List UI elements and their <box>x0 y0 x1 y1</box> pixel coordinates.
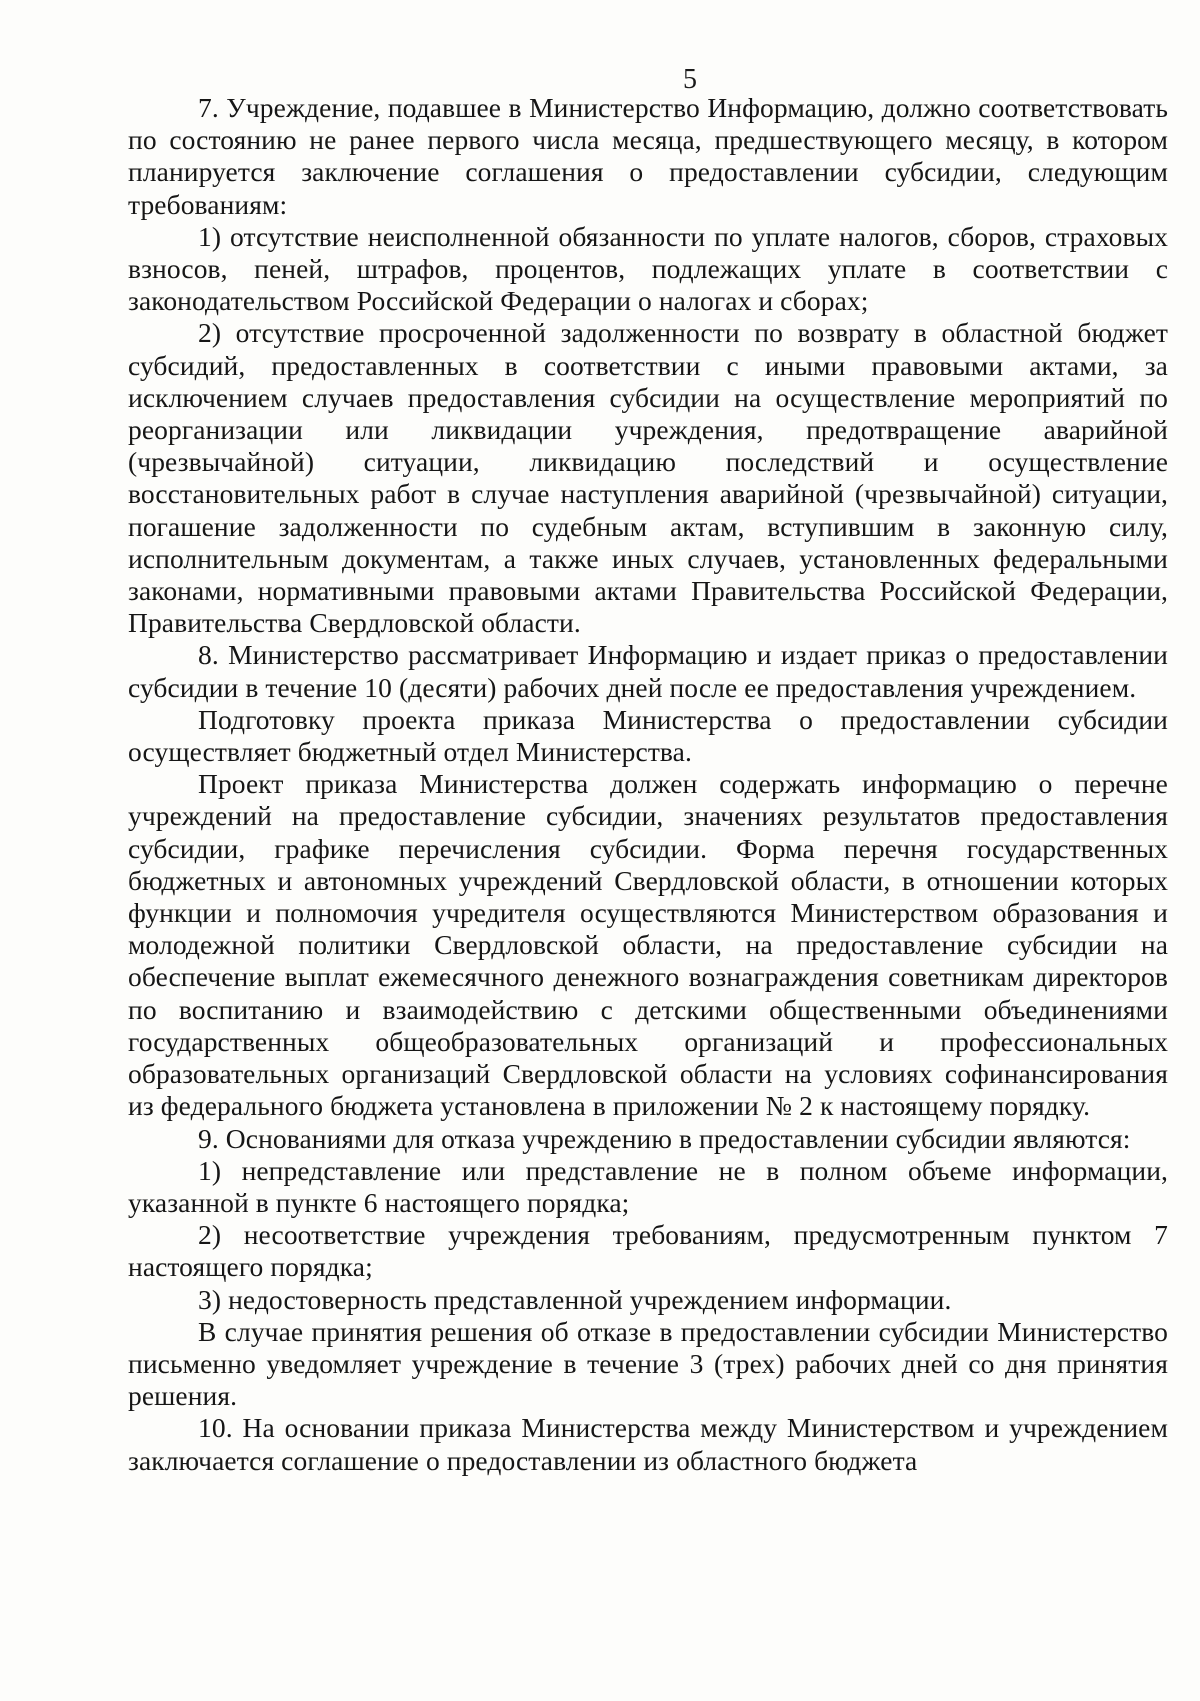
paragraph-item-9-1: 1) непредставление или представление не в полном объеме информации, указанной в пункте 6 настоящего порядка; <box>128 1154 1168 1218</box>
paragraph-item-9-3: 3) недостоверность представленной учреждением информации. <box>198 1283 952 1315</box>
paragraph-item-7: 7. Учреждение, подавшее в Министерство Информацию, должно соответствовать по состоянию не ранее первого числа месяца, предшествующего месяцу, в котором планируется заключение соглашения о предоставлении субсидии, следующим требованиям: <box>128 92 1168 220</box>
paragraph-draft-contents: Проект приказа Министерства должен содержать информацию о перечне учреждений на предоставление субсидии, значениях результатов предоставления субсидии, графике перечисления субсидии. Форма перечня государственных бюджетных и автономных учреждений Свердловской области, в отношении которых функции и полномочия учредителя осуществляются Министерством образования и молодежной политики Свердловской области, на предоставление субсидии на обеспечение выплат ежемесячного денежного вознаграждения советникам директоров по воспитанию и взаимодействию с детскими общественными объединениями государственных общеобразовательных организаций и профессиональных образовательных организаций Свердловской области на условиях софинансирования из федерального бюджета установлена в приложении № 2 к настоящему порядку. <box>128 768 1168 1122</box>
paragraph-item-8: 8. Министерство рассматривает Информацию и издает приказ о предоставлении субсидии в течение 10 (десяти) рабочих дней после ее предоставления учреждением. <box>128 639 1168 703</box>
paragraph-item-7-2: 2) отсутствие просроченной задолженности по возврату в областной бюджет субсидий, предоставленных в соответствии с иными правовыми актами, за исключением случаев предоставления субсидии на осуществление мероприятий по реорганизации или ликвидации учреждения, предотвращение аварийной (чрезвычайной) ситуации, ликвидацию последствий и осуществление восстановительных работ в случае наступления аварийной (чрезвычайной) ситуации, погашение задолженности по судебным актам, вступившим в законную силу, исполнительным документам, а также иных случаев, установленных федеральными законами, нормативными правовыми актами Правительства Российской Федерации, Правительства Свердловской области. <box>128 317 1168 639</box>
page-number: 5 <box>683 64 697 95</box>
paragraph-item-9: 9. Основаниями для отказа учреждению в предоставлении субсидии являются: <box>198 1122 1131 1154</box>
paragraph-item-10: 10. На основании приказа Министерства между Министерством и учреждением заключается соглашение о предоставлении из областного бюджета <box>128 1412 1168 1476</box>
document-body <box>128 92 1168 1477</box>
paragraph-refusal-notice: В случае принятия решения об отказе в предоставлении субсидии Министерство письменно уведомляет учреждение в течение 3 (трех) рабочих дней со дня принятия решения. <box>128 1315 1168 1412</box>
paragraph-item-7-1: 1) отсутствие неисполненной обязанности по уплате налогов, сборов, страховых взносов, пеней, штрафов, процентов, подлежащих уплате в соответствии с законодательством Российской Федерации о налогах и сборах; <box>128 220 1168 317</box>
paragraph-draft-preparation: Подготовку проекта приказа Министерства о предоставлении субсидии осуществляет бюджетный отдел Министерства. <box>128 703 1168 768</box>
paragraph-item-9-2: 2) несоответствие учреждения требованиям, предусмотренным пунктом 7 настоящего порядка; <box>128 1219 1168 1283</box>
